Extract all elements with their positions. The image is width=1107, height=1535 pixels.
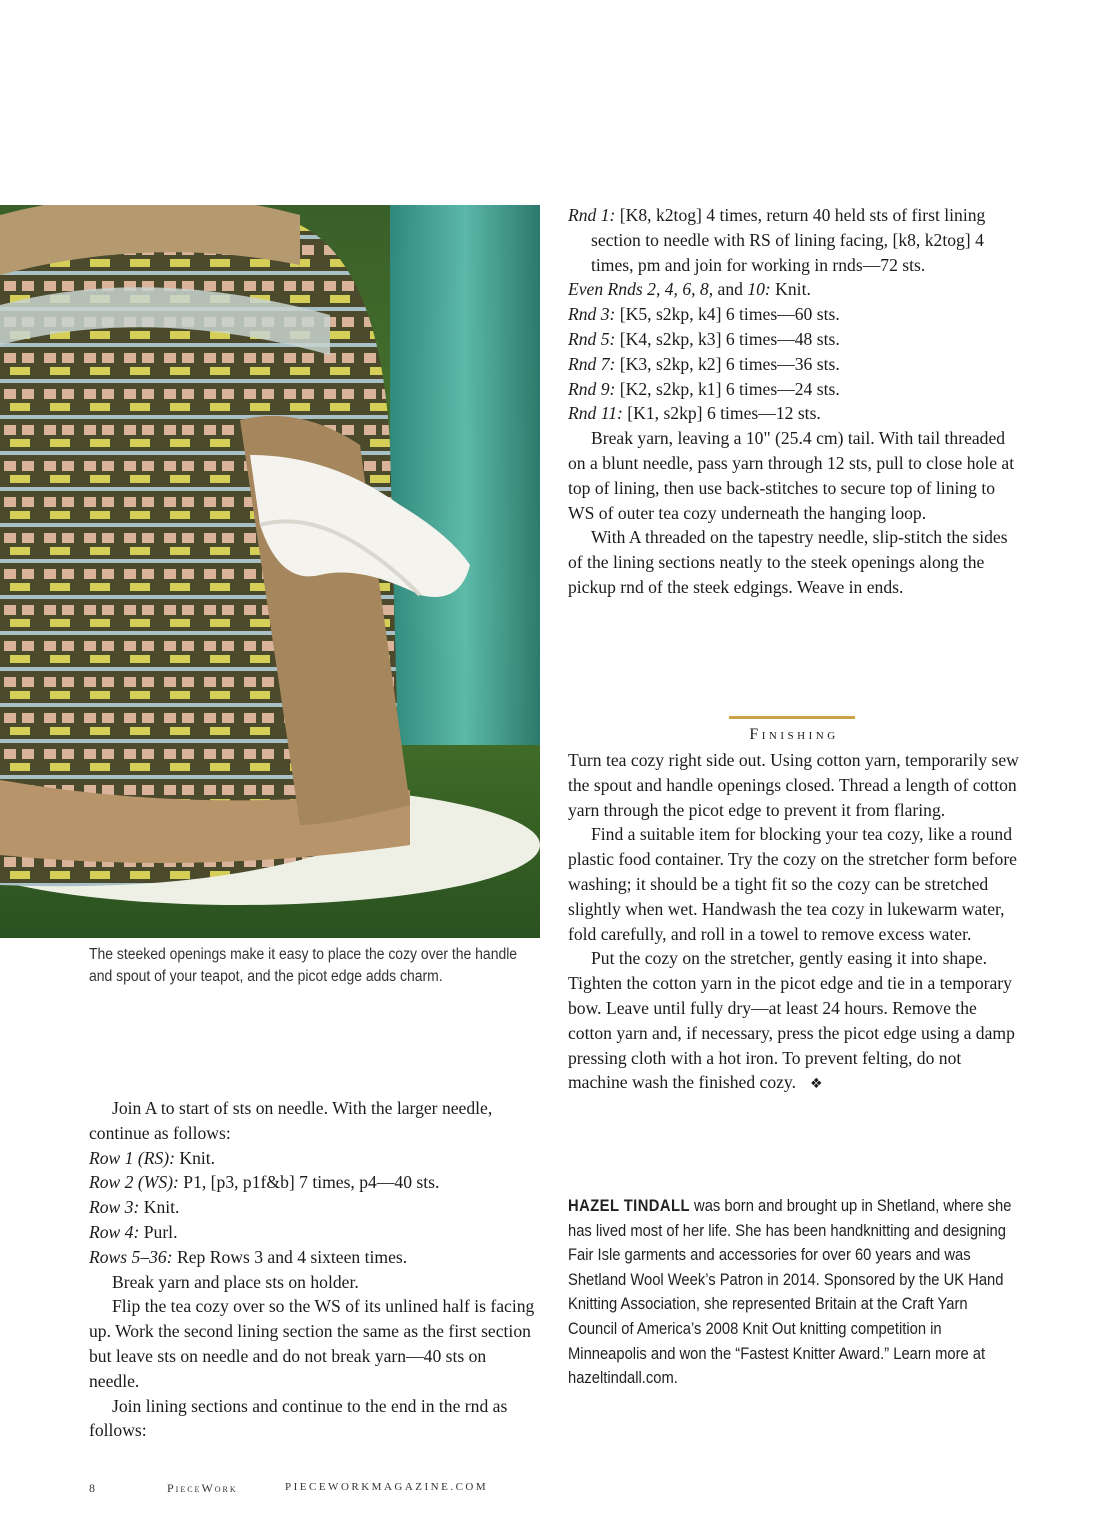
right-column-paragraph xyxy=(568,302,1020,327)
instruction-label: Even Rnds 2, 4, 6, 8, xyxy=(568,279,714,300)
end-mark-icon: ❖ xyxy=(810,1076,823,1093)
right-column-paragraph xyxy=(568,352,1020,377)
instruction-text: Knit. xyxy=(770,279,811,300)
left-column-paragraph xyxy=(89,1195,537,1220)
finishing-paragraph-1: Turn tea cozy right side out. Using cotton yarn, temporarily sew the spout and handle openings closed. Thread a length of cotton yarn through the picot edge to prevent it from flaring. xyxy=(568,750,1019,820)
instruction-text: Purl. xyxy=(139,1221,178,1242)
instruction-label: Rnd 9: xyxy=(568,378,616,399)
instruction-text: Flip the tea cozy over so the WS of its unlined half is facing up. Work the second lining section the same as the first section but leave sts on needle and do not break yarn—40 sts on needle. xyxy=(89,1296,535,1391)
right-column-paragraph xyxy=(568,525,1020,599)
page-number: 8 xyxy=(89,1481,98,1495)
magazine-name: PieceWork xyxy=(167,1481,238,1495)
finishing-heading: Finishing xyxy=(749,726,839,743)
finishing-section xyxy=(568,748,1020,1097)
instruction-text: With A threaded on the tapestry needle, slip-stitch the sides of the lining sections neatly to the steek openings along the pickup rnd of the steek edgings. Weave in ends. xyxy=(568,527,1008,597)
instruction-label: Row 3: xyxy=(89,1197,140,1218)
instruction-label: Rnd 5: xyxy=(568,328,616,349)
right-column-paragraph xyxy=(568,401,1020,426)
instruction-text: [K8, k2tog] 4 times, return 40 held sts of first lining section to needle with RS of lining facing, [k8, k2tog] 4 times, pm and join for working in rnds—72 sts. xyxy=(591,205,986,275)
left-column-paragraph xyxy=(89,1294,537,1393)
left-column-paragraph xyxy=(89,1220,537,1245)
left-column-paragraph xyxy=(89,1170,537,1195)
left-column-paragraph xyxy=(89,1146,537,1171)
right-column-paragraph xyxy=(568,377,1020,402)
instruction-text: Break yarn and place sts on holder. xyxy=(112,1271,359,1292)
author-name: HAZEL TINDALL xyxy=(568,1197,690,1215)
finishing-paragraph-2: Find a suitable item for blocking your tea cozy, like a round plastic food container. Try the cozy on the stretcher form before washing; it should be a tight fit so the cozy can be stretched slightly when wet. Handwash the tea cozy in lukewarm water, fold carefully, and roll in a towel to remove excess water. xyxy=(568,824,1017,944)
right-column-paragraph xyxy=(568,203,1020,277)
instruction-label: 10: xyxy=(747,279,771,300)
instruction-label: Row 4: xyxy=(89,1221,140,1242)
right-column-paragraph xyxy=(568,277,1020,302)
photo-caption: The steeked openings make it easy to place the cozy over the handle and spout of your teapot, and the picot edge adds charm. xyxy=(89,946,518,985)
instruction-text: [K4, s2kp, k3] 6 times—48 sts. xyxy=(615,328,840,349)
instruction-label: Rnd 3: xyxy=(568,304,616,325)
instruction-text: [K5, s2kp, k4] 6 times—60 sts. xyxy=(615,304,840,325)
instruction-text: and xyxy=(713,279,748,300)
author-bio-text: was born and brought up in Shetland, where she has lived most of her life. She has been handknitting and designing Fair Isle garments and accessories for over 60 years and was Shetland Wool Week’s Patron in 2014. Sponsored by the UK Hand Knitting Association, she represented Britain at the Craft Yarn Council of America’s 2008 Knit Out knitting competition in Minneapolis and won the “Fastest Knitter Award.” Learn more at hazeltindall.com. xyxy=(568,1197,1012,1388)
instruction-text: Rep Rows 3 and 4 sixteen times. xyxy=(172,1246,408,1267)
instruction-text: Join A to start of sts on needle. With the larger needle, continue as follows: xyxy=(89,1098,493,1143)
right-column-paragraph xyxy=(568,426,1020,525)
instruction-label: Rows 5–36: xyxy=(89,1246,173,1267)
author-bio xyxy=(568,1194,1018,1391)
instruction-text: Join lining sections and continue to the end in the rnd as follows: xyxy=(89,1395,508,1441)
instruction-text: P1, [p3, p1f&b] 7 times, p4—40 sts. xyxy=(178,1172,440,1193)
instruction-text: [K2, s2kp, k1] 6 times—24 sts. xyxy=(615,378,840,399)
left-column-paragraph xyxy=(89,1394,537,1444)
tea-cozy-photo xyxy=(0,205,540,938)
instruction-label: Row 2 (WS): xyxy=(89,1172,179,1193)
finishing-paragraph-3: Put the cozy on the stretcher, gently easing it into shape. Tighten the cotton yarn in the picot edge and tie in a temporary bow. Leave until fully dry—at least 24 hours. Remove the cotton yarn and, if necessary, press the picot edge using a damp pressing cloth with a hot iron. To prevent felting, do not machine wash the finished cozy. ❖ xyxy=(568,948,1015,1093)
magazine-website: PIECEWORKMAGAZINE.COM xyxy=(285,1481,489,1493)
left-column-paragraph xyxy=(89,1270,537,1295)
instruction-label: Row 1 (RS): xyxy=(89,1147,175,1168)
instruction-label: Rnd 11: xyxy=(568,403,623,424)
section-divider xyxy=(729,716,855,719)
instruction-text: [K1, s2kp] 6 times—12 sts. xyxy=(622,403,821,424)
instruction-label: Rnd 1: xyxy=(568,205,616,225)
left-column-paragraph xyxy=(89,1245,537,1270)
instruction-text: [K3, s2kp, k2] 6 times—36 sts. xyxy=(615,353,840,374)
left-column-paragraph xyxy=(89,1096,537,1146)
instruction-text: Knit. xyxy=(139,1197,180,1218)
left-column xyxy=(89,1096,537,1443)
right-column xyxy=(568,203,1020,600)
instruction-label: Rnd 7: xyxy=(568,353,616,374)
instruction-text: Knit. xyxy=(175,1147,216,1168)
instruction-text: Break yarn, leaving a 10" (25.4 cm) tail. With tail threaded on a blunt needle, pass yarn through 12 sts, pull to close hole at top of lining, then use back-stitches to secure top of lining to WS of outer tea cozy underneath the hanging loop. xyxy=(568,428,1015,523)
right-column-paragraph xyxy=(568,327,1020,352)
